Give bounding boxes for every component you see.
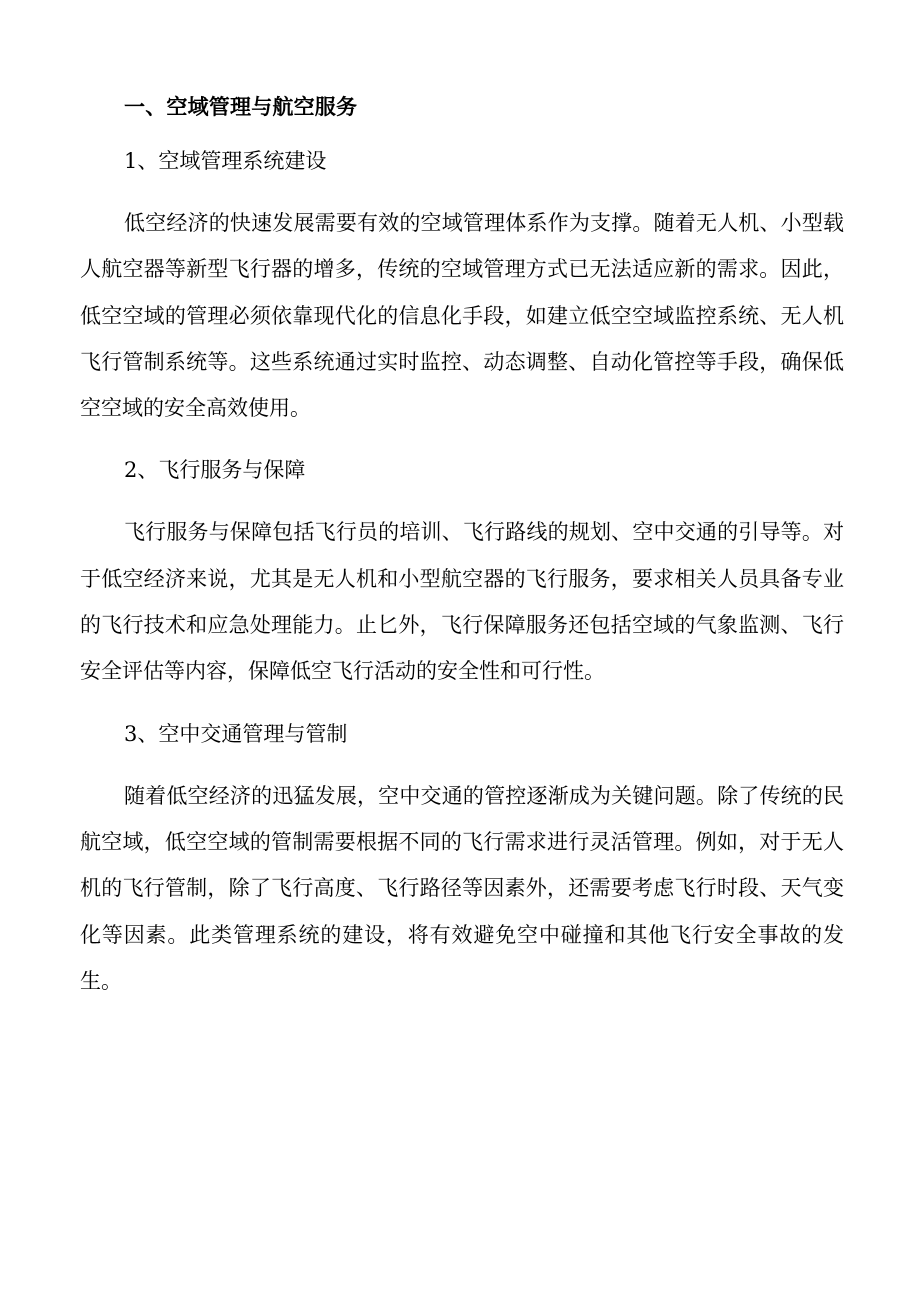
spacer [80, 755, 844, 773]
subsection-heading-2: 2、飞行服务与保障 [124, 458, 306, 483]
spacer [80, 182, 844, 200]
subsection-body-3: 随着低空经济的迅猛发展，空中交通的管控逐渐成为关键问题。除了传统的民航空域，低空空域的管制需要根据不同的飞行需求进行灵活管理。例如，对于无人机的飞行管制，除了飞行高度、飞行路径等因素外，还需要考虑飞行时段、天气变化等因素。此类管理系统的建设，将有效避免空中碰撞和其他飞行安全事故的发生。 [80, 783, 844, 993]
subsection-body-2: 飞行服务与保障包括飞行员的培训、飞行路线的规划、空中交通的引导等。对于低空经济来说，尤其是无人机和小型航空器的飞行服务，要求相关人员具备专业的飞行技术和应急处理能力。止匕外，飞行保障服务还包括空域的气象监测、飞行安全评估等内容，保障低空飞行活动的安全性和可行性。 [80, 520, 844, 684]
spacer [80, 491, 844, 509]
spacer [80, 128, 844, 140]
spacer [80, 695, 844, 713]
subsection-heading-3: 3、空中交通管理与管制 [124, 721, 348, 746]
subsection-body-1: 低空经济的快速发展需要有效的空域管理体系作为支撑。随着无人机、小型载人航空器等新型飞行器的增多，传统的空域管理方式已无法适应新的需求。因此，低空空域的管理必须依靠现代化的信息化手段，如建立低空空域监控系统、无人机飞行管制系统等。这些系统通过实时监控、动态调整、自动化管控等手段，确保低空空域的安全高效使用。 [80, 211, 844, 421]
subsection-heading-1: 1、空域管理系统建设 [124, 149, 327, 173]
section-title: 一、空域管理与航空服务 [124, 94, 358, 119]
spacer [80, 431, 844, 449]
document-page [80, 86, 844, 1004]
